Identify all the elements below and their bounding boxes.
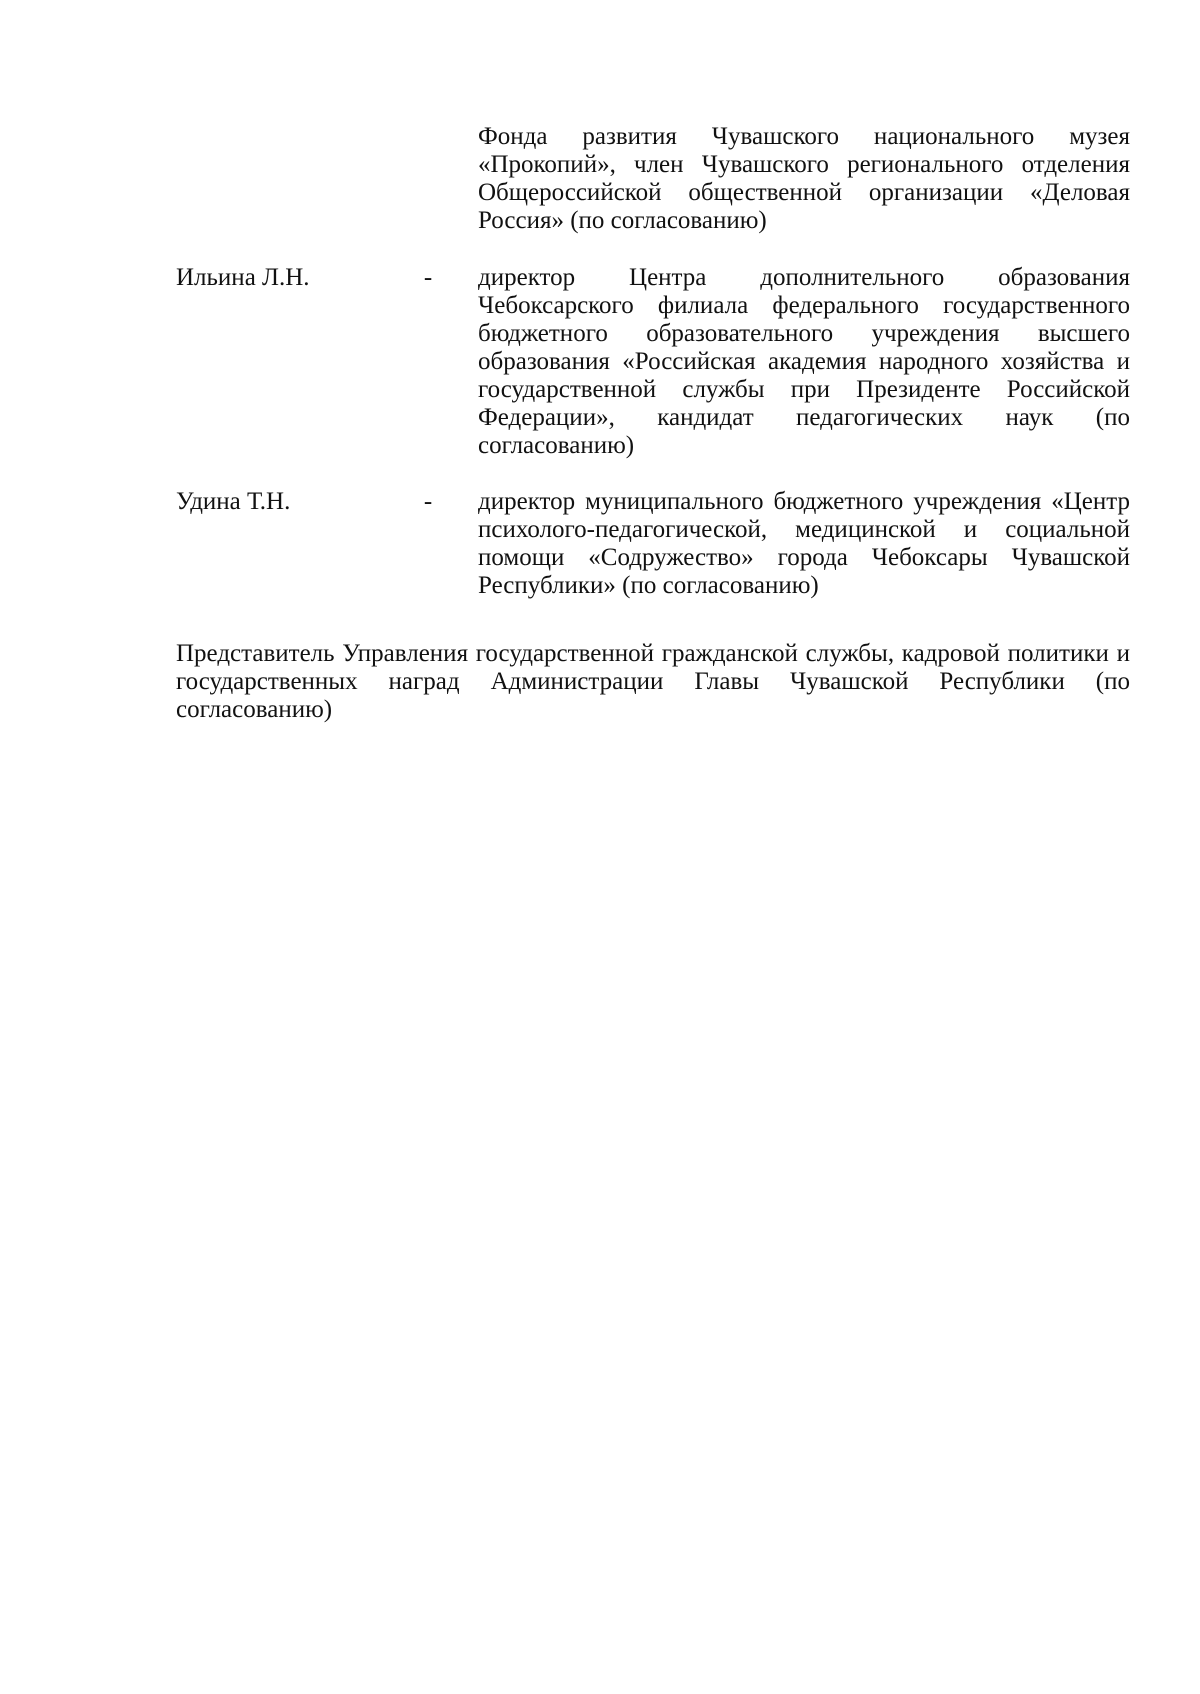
closing-paragraph: Представитель Управления государственной гражданской службы, кадровой политики и государственных наград Администрации Главы Чувашской Республики (по согласованию) — [176, 640, 1130, 723]
member-dash: - — [423, 264, 433, 291]
continuation-paragraph: Фонда развития Чувашского национального музея «Прокопий», член Чувашского регионального отделения Общероссийской общественной организации «Деловая Россия» (по согласованию) — [478, 123, 1130, 234]
member-name: Удина Т.Н. — [176, 488, 291, 515]
member-description: директор Центра дополнительного образования Чебоксарского филиала федерального государственного бюджетного образовательного учреждения высшего образования «Российская академия народного хозяйства и государственной службы при Президенте Российской Федерации», кандидат педагогических наук (по согласованию) — [478, 264, 1130, 459]
member-name: Ильина Л.Н. — [176, 264, 310, 291]
member-description: директор муниципального бюджетного учреждения «Центр психолого-педагогической, медицинской и социальной помощи «Содружество» города Чебоксары Чувашской Республики» (по согласованию) — [478, 488, 1130, 599]
member-dash: - — [423, 488, 433, 515]
